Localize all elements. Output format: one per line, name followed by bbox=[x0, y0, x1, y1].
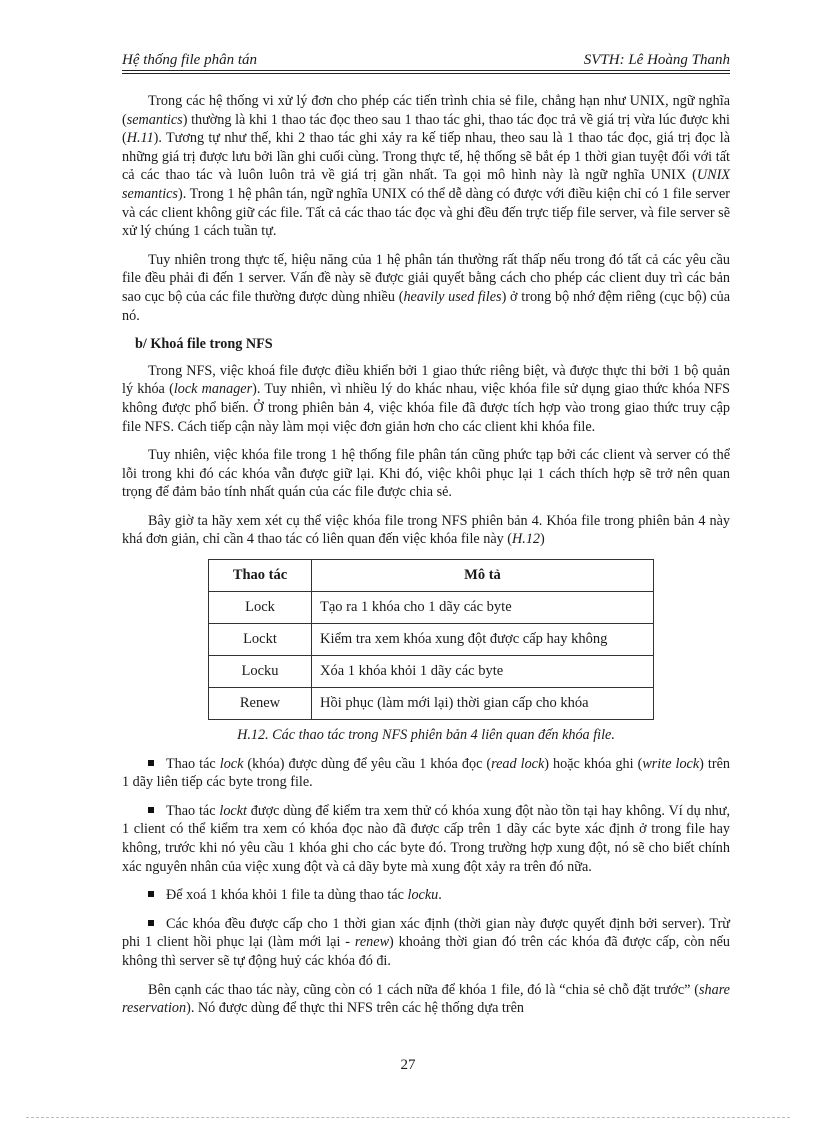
table-cell-description: Kiểm tra xem khóa xung đột được cấp hay không bbox=[312, 624, 654, 656]
page-body bbox=[122, 92, 730, 1028]
table-row bbox=[209, 624, 654, 656]
table-header-row bbox=[209, 560, 654, 592]
paragraph-nfs-locking: Trong NFS, việc khoá file được điều khiển bởi 1 giao thức riêng biệt, và được thực thi bởi 1 bộ quản lý khóa (lock manager). Tuy nhiên, vì nhiều lý do khác nhau, việc khóa file sử dụng giao thức khóa NFS không được phổ biến. Ở trong phiên bản 4, việc khóa file đã được tích hợp vào trong giao thức truy cập file NFS. Cách tiếp cận này làm mọi việc đơn giản hơn cho các client khi khóa file. bbox=[122, 362, 730, 435]
paragraph-performance: Tuy nhiên trong thực tế, hiệu năng của 1 hệ phân tán thường rất thấp nếu trong đó tất cả các yêu cầu file đều phải đi đến 1 server. Vấn đề này sẽ được giải quyết bằng cách cho phép các client duy trì các bản sao cục bộ của các file thường được dùng nhiều (heavily used files) ở trong bộ nhớ đệm riêng (cục bộ) của nó. bbox=[122, 251, 730, 324]
table-row bbox=[209, 656, 654, 688]
square-bullet-icon bbox=[148, 891, 154, 897]
table-row bbox=[209, 592, 654, 624]
paragraph-recovery: Tuy nhiên, việc khóa file trong 1 hệ thống file phân tán cũng phức tạp bởi các client và server có thể lỗi trong khi đó các khóa vẫn được giữ lại. Khi đó, việc khôi phục lại 1 cách thích hợp sẽ trở nên quan trọng để đảm bảo tính nhất quán của các file được chia sẻ. bbox=[122, 447, 730, 501]
list-item: Thao tác lock (khóa) được dùng để yêu cầu 1 khóa đọc (read lock) hoặc khóa ghi (write lock) trên 1 dãy liên tiếp các byte trong file. bbox=[122, 755, 730, 791]
table-cell-operation: Lockt bbox=[209, 624, 312, 656]
header-rule bbox=[122, 70, 730, 74]
table-cell-description: Tạo ra 1 khóa cho 1 dãy các byte bbox=[312, 592, 654, 624]
footer-rule bbox=[26, 1117, 790, 1118]
paragraph-unix-semantics: Trong các hệ thống vi xử lý đơn cho phép các tiến trình chia sẻ file, chẳng hạn như UNIX, ngữ nghĩa (semantics) thường là khi 1 thao tác đọc theo sau 1 thao tác ghi, thao tác đọc trả về giá trị vừa lúc được khi (H.11). Tương tự như thế, khi 2 thao tác ghi xảy ra kế tiếp nhau, theo sau là 1 thao tác đọc, giá trị đọc là những giá trị được lưu bởi lần ghi cuối cùng. Trong thực tế, hệ thống sẽ bắt ép 1 thời gian tuyệt đối với tất cả các thao tác và luôn luôn trả về giá trị gần nhất. Ta gọi mô hình này là ngữ nghĩa UNIX (UNIX semantics). Trong 1 hệ phân tán, ngữ nghĩa UNIX có thể dễ dàng có được với điều kiện chỉ có 1 file server và các client không giữ các file. Tất cả các thao tác đọc và ghi đều đến trực tiếp file server, và file server sẽ xử lý chúng 1 cách tuần tự. bbox=[122, 93, 730, 240]
lock-operations-table bbox=[208, 559, 654, 720]
table-row bbox=[209, 688, 654, 720]
paragraph-nfs-v4: Bây giờ ta hãy xem xét cụ thể việc khóa file trong NFS phiên bản 4. Khóa file trong phiên bản 4 này khá đơn giản, chỉ cần 4 thao tác có liên quan đến việc khóa file này (H.12) bbox=[122, 512, 730, 548]
table-cell-description: Hồi phục (làm mới lại) thời gian cấp cho khóa bbox=[312, 688, 654, 720]
table-cell-operation: Locku bbox=[209, 656, 312, 688]
header-title: Hệ thống file phân tán bbox=[122, 52, 257, 68]
table-header-cell: Mô tả bbox=[312, 560, 654, 592]
square-bullet-icon bbox=[148, 920, 154, 926]
table-cell-operation: Renew bbox=[209, 688, 312, 720]
table-caption: H.12. Các thao tác trong NFS phiên bản 4 liên quan đến khóa file. bbox=[237, 727, 615, 744]
section-heading: b/ Khoá file trong NFS bbox=[135, 336, 273, 353]
square-bullet-icon bbox=[148, 807, 154, 813]
list-item: Các khóa đều được cấp cho 1 thời gian xác định (thời gian này được quyết định bởi server). Trừ phi 1 client hồi phục lại (làm mới lại - renew) khoảng thời gian đó trên các khóa đã được cấp, còn nếu không thì server sẽ tự động huỷ các khóa đó đi. bbox=[122, 915, 730, 969]
square-bullet-icon bbox=[148, 760, 154, 766]
page-number: 27 bbox=[400, 1057, 416, 1073]
table-cell-operation: Lock bbox=[209, 592, 312, 624]
paragraph-share-reservation: Bên cạnh các thao tác này, cũng còn có 1 cách nữa để khóa 1 file, đó là “chia sẻ chỗ đặt trước” (share reservation). Nó được dùng để thực thi NFS trên các hệ thống dựa trên bbox=[122, 981, 730, 1017]
list-item: Để xoá 1 khóa khỏi 1 file ta dùng thao tác locku. bbox=[122, 886, 730, 905]
table-cell-description: Xóa 1 khóa khỏi 1 dãy các byte bbox=[312, 656, 654, 688]
bullet-list bbox=[122, 755, 730, 971]
list-item: Thao tác lockt được dùng để kiểm tra xem thử có khóa xung đột nào tồn tại hay không. Ví dụ như, 1 client có thể kiểm tra xem có khóa đọc nào đã được cấp trên 1 dãy các byte xác định ở trong file hay không, trước khi nó yêu cầu 1 khóa ghi cho các byte đó. Trong trường hợp xung đột, nó sẽ cho biết chính xác nguyên nhân của việc xung đột và cả dãy byte mà xung đột xảy ra trên đó nữa. bbox=[122, 802, 730, 875]
header-author: SVTH: Lê Hoàng Thanh bbox=[583, 52, 730, 68]
page-header bbox=[122, 46, 730, 72]
table-header-cell: Thao tác bbox=[209, 560, 312, 592]
